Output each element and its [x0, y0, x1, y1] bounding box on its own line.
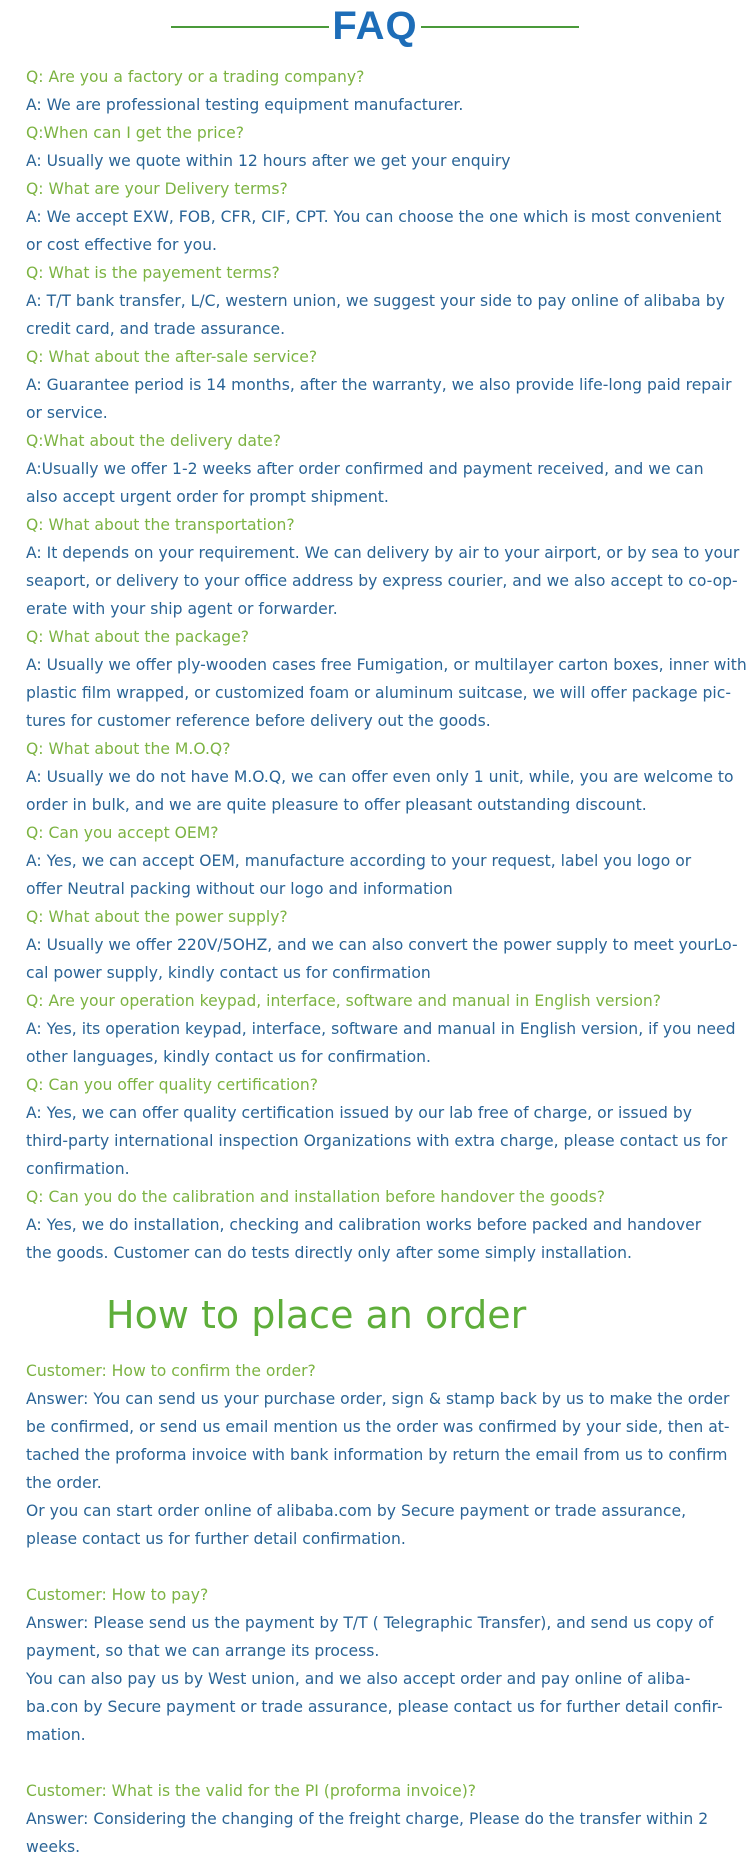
- faq-answer-line: A: Guarantee period is 14 months, after the warranty, we also provide life-long paid repair: [26, 376, 732, 394]
- faq-answer-line: A: T/T bank transfer, L/C, western union, we suggest your side to pay online of alibaba by: [26, 292, 725, 310]
- order-question-line: Customer: How to pay?: [26, 1586, 209, 1604]
- order-answer-line: Answer: You can send us your purchase order, sign & stamp back by us to make the order: [26, 1390, 730, 1408]
- faq-answer-line: tures for customer reference before delivery out the goods.: [26, 712, 491, 730]
- faq-question-line: Q: What is the payement terms?: [26, 264, 280, 282]
- faq-answer-line: A: Yes, its operation keypad, interface, software and manual in English version, if you need: [26, 1020, 736, 1038]
- faq-answer-line: A: Usually we offer 220V/5OHZ, and we can also convert the power supply to meet yourLo-: [26, 936, 738, 954]
- faq-answer-line: A: Yes, we can offer quality certification issued by our lab free of charge, or issued by: [26, 1104, 693, 1122]
- faq-answer-line: or service.: [26, 404, 108, 422]
- faq-answer-line: offer Neutral packing without our logo and information: [26, 880, 453, 898]
- faq-answer-line: A: We are professional testing equipment manufacturer.: [26, 96, 464, 114]
- faq-question-line: Q: Can you offer quality certification?: [26, 1076, 319, 1094]
- faq-answer-line: A: We accept EXW, FOB, CFR, CIF, CPT. You can choose the one which is most convenient: [26, 208, 722, 226]
- order-answer-line: mation.: [26, 1726, 86, 1744]
- faq-title-line-left: [171, 26, 329, 28]
- faq-answer-line: also accept urgent order for prompt shipment.: [26, 488, 389, 506]
- faq-answer-line: third-party international inspection Organizations with extra charge, please contact us for: [26, 1132, 728, 1150]
- faq-answer-line: A: Yes, we do installation, checking and calibration works before packed and handover: [26, 1216, 702, 1234]
- faq-title-line-right: [421, 26, 579, 28]
- order-answer-line: Or you can start order online of alibaba.com by Secure payment or trade assurance,: [26, 1502, 687, 1520]
- faq-answer-line: confirmation.: [26, 1160, 130, 1178]
- faq-question-line: Q: Are your operation keypad, interface, software and manual in English version?: [26, 992, 662, 1010]
- faq-question-line: Q: Can you accept OEM?: [26, 824, 219, 842]
- faq-answer-line: A: It depends on your requirement. We can delivery by air to your airport, or by sea to your: [26, 544, 740, 562]
- faq-question-line: Q: What about the package?: [26, 628, 250, 646]
- order-answer-line: please contact us for further detail confirmation.: [26, 1530, 406, 1548]
- order-question-line: Customer: How to confirm the order?: [26, 1362, 316, 1380]
- faq-answer-line: A: Usually we do not have M.O.Q, we can offer even only 1 unit, while, you are welcome to: [26, 768, 734, 786]
- faq-answer-line: cal power supply, kindly contact us for confirmation: [26, 964, 431, 982]
- faq-list: [26, 63, 747, 1267]
- faq-question-line: Q: What about the power supply?: [26, 908, 288, 926]
- order-answer-line: Answer: Please send us the payment by T/T ( Telegraphic Transfer), and send us copy of: [26, 1614, 714, 1632]
- order-answer-line: weeks.: [26, 1838, 81, 1856]
- order-spacer: [26, 1553, 726, 1581]
- order-answer-line: You can also pay us by West union, and we also accept order and pay online of aliba-: [26, 1670, 691, 1688]
- faq-question-line: Q: Are you a factory or a trading company?: [26, 68, 365, 86]
- faq-question-line: Q: Can you do the calibration and installation before handover the goods?: [26, 1188, 606, 1206]
- order-answer-line: be confirmed, or send us email mention us the order was confirmed by your side, then at-: [26, 1418, 730, 1436]
- faq-answer-line: the goods. Customer can do tests directly only after some simply installation.: [26, 1244, 632, 1262]
- faq-answer-line: A: Usually we offer ply-wooden cases free Fumigation, or multilayer carton boxes, inner with: [26, 656, 747, 674]
- order-answer-line: payment, so that we can arrange its process.: [26, 1642, 380, 1660]
- order-list: [26, 1357, 730, 1861]
- faq-header: [0, 0, 750, 52]
- faq-title: FAQ: [332, 4, 418, 48]
- faq-answer-line: seaport, or delivery to your office address by express courier, and we also accept to co-op-: [26, 572, 738, 590]
- order-answer-line: the order.: [26, 1474, 102, 1492]
- faq-question-line: Q: What are your Delivery terms?: [26, 180, 288, 198]
- faq-question-line: Q: What about the after-sale service?: [26, 348, 318, 366]
- faq-answer-line: other languages, kindly contact us for confirmation.: [26, 1048, 432, 1066]
- faq-question-line: Q: What about the M.O.Q?: [26, 740, 231, 758]
- faq-question-line: Q:When can I get the price?: [26, 124, 244, 142]
- order-question-line: Customer: What is the valid for the PI (proforma invoice)?: [26, 1782, 477, 1800]
- faq-question-line: Q: What about the transportation?: [26, 516, 295, 534]
- faq-answer-line: erate with your ship agent or forwarder.: [26, 600, 338, 618]
- faq-answer-line: A: Usually we quote within 12 hours after we get your enquiry: [26, 152, 511, 170]
- faq-answer-line: A: Yes, we can accept OEM, manufacture according to your request, label you logo or: [26, 852, 692, 870]
- order-spacer: [26, 1749, 726, 1777]
- order-answer-line: Answer: Considering the changing of the freight charge, Please do the transfer within 2: [26, 1810, 709, 1828]
- faq-answer-line: or cost effective for you.: [26, 236, 217, 254]
- order-answer-line: ba.con by Secure payment or trade assurance, please contact us for further detail confir-: [26, 1698, 723, 1716]
- faq-answer-line: order in bulk, and we are quite pleasure to offer pleasant outstanding discount.: [26, 796, 647, 814]
- faq-answer-line: plastic film wrapped, or customized foam or aluminum suitcase, we will offer package pic-: [26, 684, 731, 702]
- order-answer-line: tached the proforma invoice with bank information by return the email from us to confirm: [26, 1446, 728, 1464]
- faq-question-line: Q:What about the delivery date?: [26, 432, 281, 450]
- faq-answer-line: A:Usually we offer 1-2 weeks after order confirmed and payment received, and we can: [26, 460, 704, 478]
- faq-answer-line: credit card, and trade assurance.: [26, 320, 286, 338]
- order-section-title: How to place an order: [106, 1293, 527, 1337]
